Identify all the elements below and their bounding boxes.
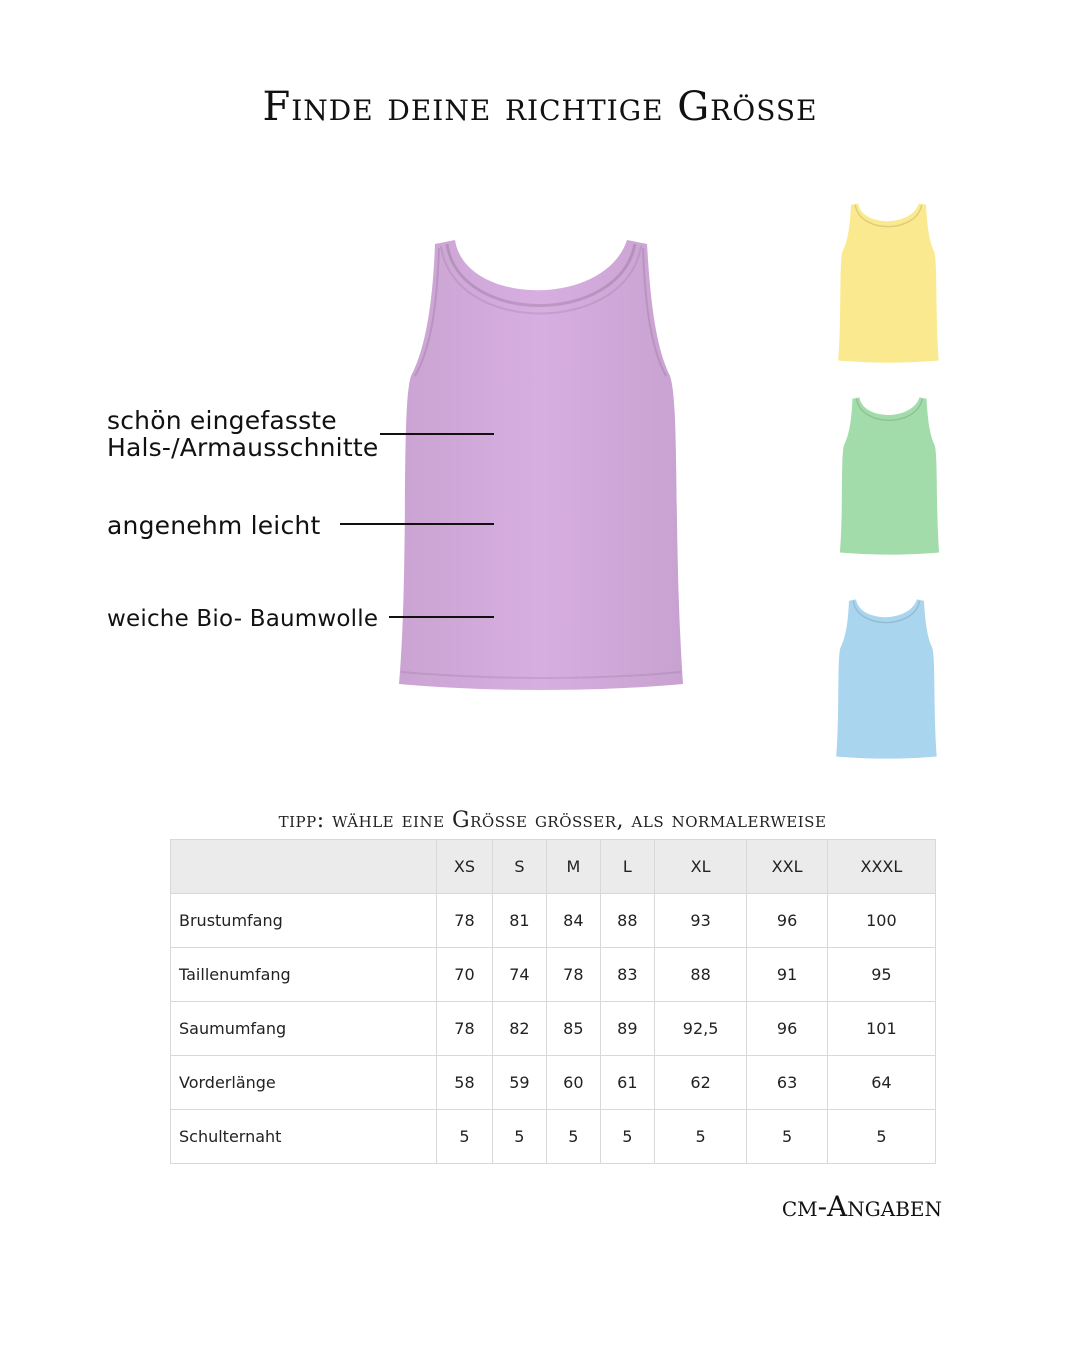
table-cell: 58 [437, 1056, 493, 1110]
table-cell: 63 [747, 1056, 827, 1110]
table-cell: 78 [437, 1002, 493, 1056]
table-row [171, 894, 936, 948]
measurement-label: Saumumfang [171, 1002, 437, 1056]
table-row [171, 1002, 936, 1056]
table-cell: 60 [546, 1056, 600, 1110]
table-cell: 61 [600, 1056, 654, 1110]
page-title: Finde deine richtige Grösse [262, 84, 818, 130]
table-cell: 96 [747, 894, 827, 948]
table-row [171, 1110, 936, 1164]
table-cell: 83 [600, 948, 654, 1002]
table-cell: 91 [747, 948, 827, 1002]
table-cell: 78 [546, 948, 600, 1002]
size-column-header: XXXL [827, 840, 935, 894]
table-cell: 81 [492, 894, 546, 948]
table-cell: 89 [600, 1002, 654, 1056]
table-header-row [171, 840, 936, 894]
table-cell: 96 [747, 1002, 827, 1056]
lavender-tank-top [395, 236, 690, 694]
table-cell: 78 [437, 894, 493, 948]
measurement-label: Taillenumfang [171, 948, 437, 1002]
tank-body [840, 397, 939, 554]
table-cell: 92,5 [654, 1002, 747, 1056]
table-row [171, 948, 936, 1002]
measurement-label: Brustumfang [171, 894, 437, 948]
size-column-header: M [546, 840, 600, 894]
size-column-header: XS [437, 840, 493, 894]
table-cell: 100 [827, 894, 935, 948]
table-cell: 64 [827, 1056, 935, 1110]
feature-leader-line [380, 433, 494, 435]
feature-line: angenehm leicht [107, 511, 321, 540]
table-row [171, 1056, 936, 1110]
table-cell: 5 [492, 1110, 546, 1164]
blue-tank-top [834, 598, 940, 760]
table-cell: 88 [600, 894, 654, 948]
size-column-header: S [492, 840, 546, 894]
size-table [170, 839, 936, 1164]
table-cell: 5 [546, 1110, 600, 1164]
measurement-label: Schulternaht [171, 1110, 437, 1164]
table-cell: 88 [654, 948, 747, 1002]
table-cell: 95 [827, 948, 935, 1002]
table-cell: 84 [546, 894, 600, 948]
feature-line: weiche Bio- Baumwolle [107, 606, 379, 632]
size-column-header: L [600, 840, 654, 894]
feature-leader-line [340, 523, 494, 525]
table-cell: 5 [827, 1110, 935, 1164]
size-column-header: XXL [747, 840, 827, 894]
feature-leader-line [389, 616, 494, 618]
table-cell: 5 [437, 1110, 493, 1164]
table-cell: 70 [437, 948, 493, 1002]
feature-lightweight [107, 512, 320, 539]
size-tip: tipp: wähle eine Grösse grösser, als normalerweise [278, 808, 827, 833]
feature-line: schön eingefasste [107, 406, 337, 435]
table-cell: 85 [546, 1002, 600, 1056]
yellow-tank-top [836, 202, 942, 364]
green-tank-top [838, 396, 942, 556]
table-cell: 5 [747, 1110, 827, 1164]
table-cell: 5 [654, 1110, 747, 1164]
table-cell: 82 [492, 1002, 546, 1056]
table-corner-cell [171, 840, 437, 894]
table-cell: 59 [492, 1056, 546, 1110]
tank-body [836, 599, 936, 758]
table-cell: 62 [654, 1056, 747, 1110]
table-cell: 101 [827, 1002, 935, 1056]
size-column-header: XL [654, 840, 747, 894]
units-note: cm-Angaben [781, 1190, 942, 1223]
table-cell: 93 [654, 894, 747, 948]
table-cell: 5 [600, 1110, 654, 1164]
table-cell: 74 [492, 948, 546, 1002]
feature-line: Hals-/Armausschnitte [107, 433, 379, 462]
measurement-label: Vorderlänge [171, 1056, 437, 1110]
feature-neckline [107, 407, 378, 461]
feature-organic-cotton [107, 606, 378, 633]
tank-body [838, 203, 938, 362]
